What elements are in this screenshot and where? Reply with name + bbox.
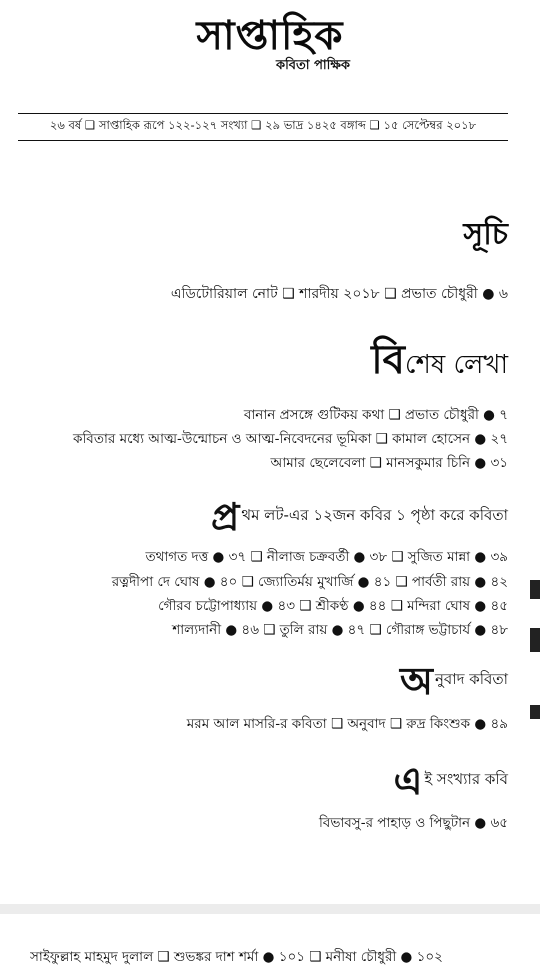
special-entry: কবিতার মধ্যে আত্ম-উন্মোচন ও আত্ম-নিবেদনের ভূমিকা ❑ কামাল হোসেন ● ২৭ [73,431,508,447]
this-issue-poet-heading [393,752,508,816]
page-separator [0,904,540,914]
translation-heading-rest: নুবাদ কবিতা [434,670,508,688]
special-entry: বানান প্রসঙ্গে গুটিকয় কথা ❑ প্রভাত চৌধুরী ● ৭ [243,407,508,423]
issue-info-line: ২৬ বর্ষ ❑ সাপ্তাহিক রূপে ১২২-১২৭ সংখ্যা ❑ ২৯ ভাদ্র ১৪২৫ বঙ্গাব্দ ❑ ১৫ সেপ্টেম্বর ২০১৮ [18,113,508,141]
special-heading-initial: বি [371,336,405,383]
special-heading-rest: শেষ লেখা [404,350,508,380]
first-lot-heading-rest: থম লট-এর ১২জন কবির ১ পৃষ্ঠা করে কবিতা [241,506,508,524]
this-issue-heading-initial: এ [393,758,423,803]
poet-list-line: গৌরব চট্টোপাধ্যায় ● ৪৩ ❑ শ্রীকণ্ঠ ● ৪৪ ❑ মন্দিরা ঘোষ ● ৪৫ [158,598,508,614]
first-lot-heading [211,488,508,552]
first-lot-heading-initial: প্র [210,494,240,539]
translation-heading [400,652,508,716]
this-issue-heading-rest: ই সংখ্যার কবি [424,770,508,788]
poet-list-line: রত্নদীপা দে ঘোষ ● ৪০ ❑ জ্যোতির্ময় মুখার্জি ● ৪১ ❑ পার্বতী রায় ● ৪২ [111,574,508,590]
poet-list-line: তথাগত দত্ত ● ৩৭ ❑ নীলাজ চক্রবর্তী ● ৩৮ ❑ সুজিত মান্না ● ৩৯ [145,549,508,565]
special-entry: আমার ছেলেবেলা ❑ মানসকুমার চিনি ● ৩১ [270,455,508,471]
special-writing-heading [371,328,508,395]
next-page-partial-line: সাইফুল্লাহ মাহমুদ দুলাল ❑ শুভঙ্কর দাশ শর্মা ● ১০১ ❑ মনীষা চৌধুরী ● ১০২ [30,949,443,965]
translation-entry: মরম আল মাসরি-র কবিতা ❑ অনুবাদ ❑ রুদ্র কিংশুক ● ৪৯ [186,716,508,732]
masthead-title: সাপ্তাহিক [196,12,344,59]
translation-heading-initial: অ [400,658,433,703]
contents-heading: সূচি [463,217,508,252]
poet-list-line: শাল্যদানী ● ৪৬ ❑ তুলি রায় ● ৪৭ ❑ গৌরাঙ্গ ভট্টাচার্য ● ৪৮ [172,622,508,638]
editorial-entry: এডিটোরিয়াল নোট ❑ শারদীয় ২০১৮ ❑ প্রভাত চৌধুরী ● ৬ [170,286,508,302]
masthead [0,14,540,77]
masthead-subtitle: কবিতা পাক্ষিক [275,58,351,73]
this-issue-entry: বিভাবসু-র পাহাড় ও পিছুটান ● ৬৫ [318,815,508,831]
adjacent-page-edge [530,580,540,820]
